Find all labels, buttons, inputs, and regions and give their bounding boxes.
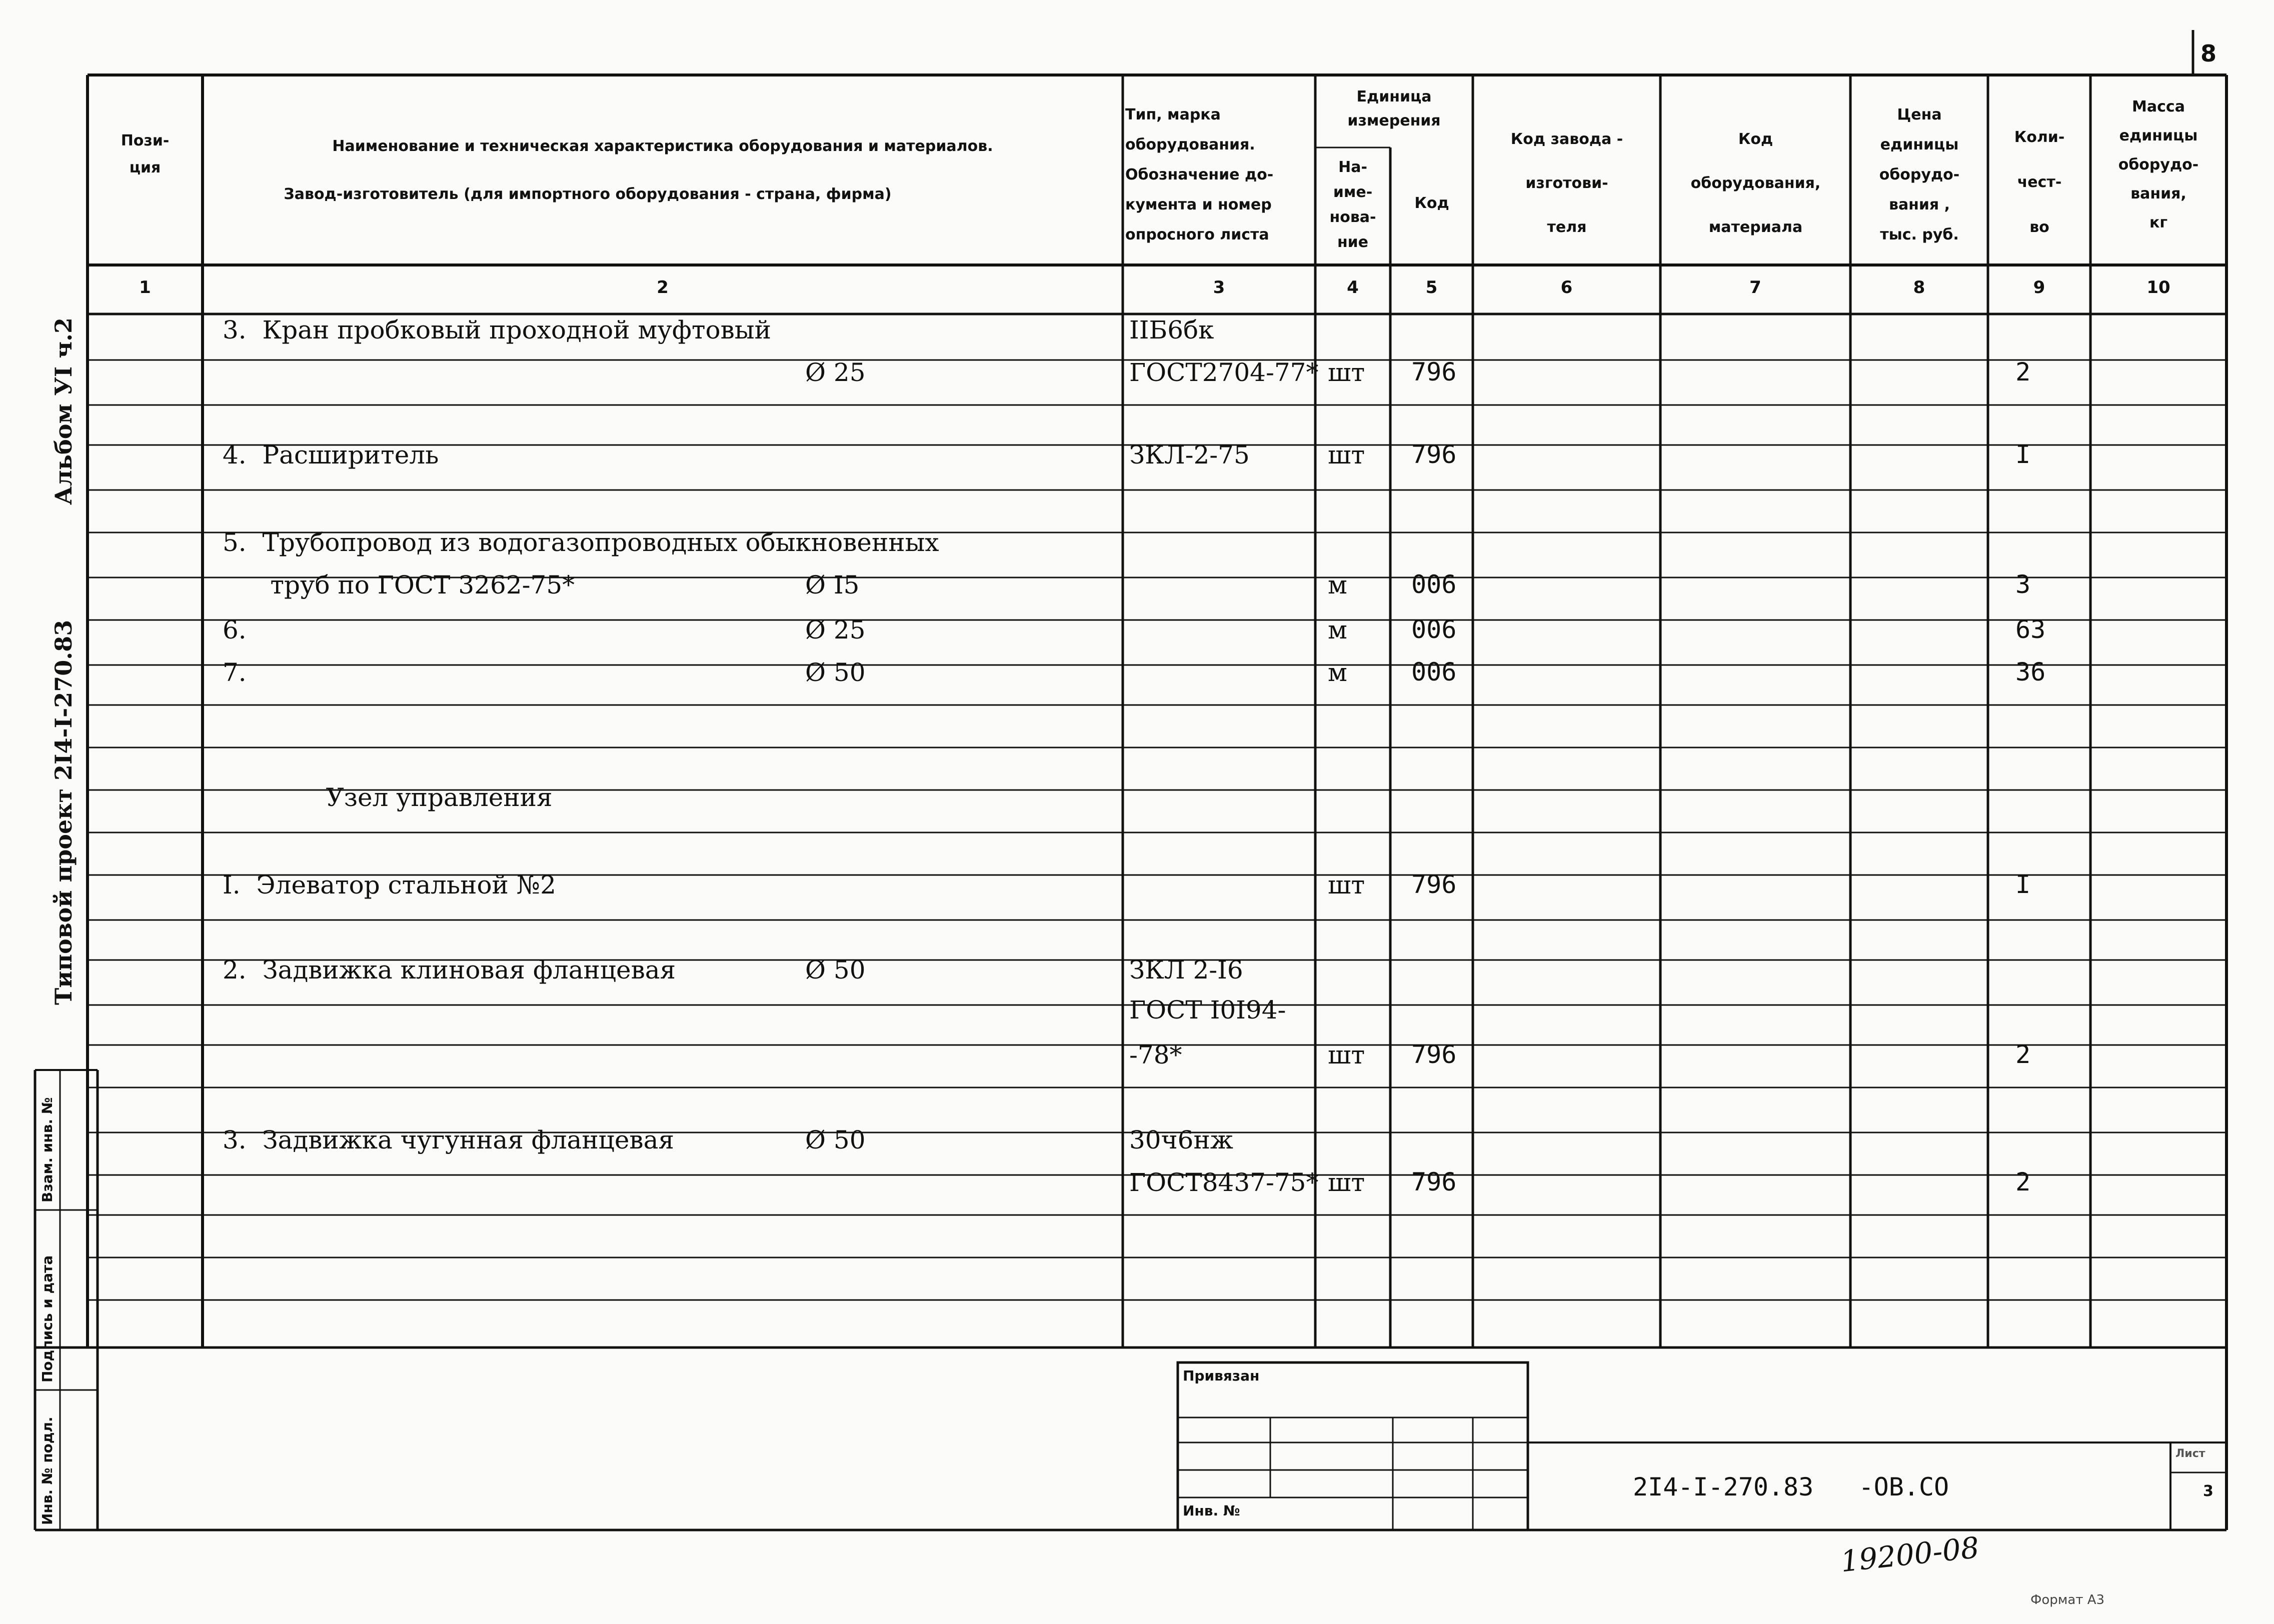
row-name: 3. Задвижка чугунная фланцевая bbox=[223, 1126, 674, 1154]
header-col-8: Цена единицы оборудо- вания , тыс. руб. bbox=[1879, 106, 1960, 244]
row-type: ГОСТ I0I94- bbox=[1129, 996, 1286, 1024]
col-num-1: 1 bbox=[139, 278, 151, 298]
row-qty: 3 bbox=[2015, 570, 2031, 599]
row-qty: 2 bbox=[2015, 358, 2031, 386]
row-unit: м bbox=[1328, 570, 1347, 600]
row-unit: шт bbox=[1328, 440, 1365, 470]
row-size: Ø 50 bbox=[805, 956, 866, 984]
row-size: Ø 25 bbox=[805, 616, 866, 644]
row-unit: м bbox=[1328, 616, 1347, 644]
row-name: 5. Трубопровод из водогазопроводных обыкновенных bbox=[223, 528, 939, 557]
row-type: 30ч6нж bbox=[1129, 1126, 1233, 1154]
col-num-7: 7 bbox=[1749, 278, 1761, 298]
row-unit: шт bbox=[1328, 358, 1365, 387]
row-name: 6. bbox=[223, 616, 247, 644]
row-type: ЗКЛ 2-I6 bbox=[1129, 956, 1243, 984]
row-name: 3. Кран пробковый проходной муфтовый bbox=[223, 316, 771, 344]
row-name: 4. Расширитель bbox=[223, 440, 439, 470]
row-code: 796 bbox=[1411, 1168, 1457, 1196]
document-code: 2I4-I-270.83 -ОВ.СО bbox=[1633, 1472, 1949, 1502]
row-unit: м bbox=[1328, 658, 1347, 687]
col-num-9: 9 bbox=[2033, 278, 2045, 298]
header-col-5: Код bbox=[1414, 194, 1449, 212]
header-col-4: На- име- нова- ние bbox=[1329, 158, 1376, 251]
row-type: ЗКЛ-2-75 bbox=[1129, 440, 1250, 470]
header-col-2: Наименование и техническая характеристика оборудования и материалов. Завод-изготовитель (для импортного оборудования - страна, фирма) bbox=[284, 138, 993, 203]
row-qty: 2 bbox=[2015, 1040, 2031, 1069]
row-code: 796 bbox=[1411, 440, 1457, 469]
col-num-4: 4 bbox=[1347, 278, 1359, 298]
header-col-1: Пози- ция bbox=[121, 132, 170, 176]
sheet-value: 3 bbox=[2203, 1482, 2213, 1500]
linked-label: Привязан bbox=[1183, 1368, 1260, 1384]
handwritten-number: 19200-08 bbox=[1839, 1530, 1981, 1579]
row-name: I. Элеватор стальной №2 bbox=[223, 870, 556, 900]
sheet-number: 8 bbox=[2200, 40, 2217, 67]
row-name: Узел управления bbox=[223, 783, 553, 812]
stamp-label-signature: Подпись и дата bbox=[39, 1255, 56, 1382]
col-num-2: 2 bbox=[657, 278, 669, 298]
col-num-8: 8 bbox=[1913, 278, 1925, 298]
row-name: 2. Задвижка клиновая фланцевая bbox=[223, 956, 676, 984]
row-code: 006 bbox=[1411, 615, 1457, 644]
inv-label: Инв. № bbox=[1183, 1502, 1240, 1519]
row-type: ГОСТ2704-77* bbox=[1129, 358, 1319, 387]
row-type: -78* bbox=[1129, 1040, 1182, 1070]
header-unit-group: Единица измерения bbox=[1347, 88, 1441, 130]
row-code: 006 bbox=[1411, 570, 1457, 599]
row-qty: I bbox=[2015, 440, 2031, 469]
header-col-10: Масса единицы оборудо- вания, кг bbox=[2118, 98, 2199, 232]
row-name: 7. bbox=[223, 658, 247, 687]
col-num-3: 3 bbox=[1213, 278, 1225, 298]
row-size: Ø 25 bbox=[805, 358, 866, 387]
row-qty: 2 bbox=[2015, 1168, 2031, 1196]
row-unit: шт bbox=[1328, 1168, 1365, 1197]
header-col-6: Код завода - изготови- теля bbox=[1510, 130, 1623, 236]
row-type: IIБ6бк bbox=[1129, 316, 1214, 344]
col-num-6: 6 bbox=[1560, 278, 1573, 298]
stamp-label-replace-inv: Взам. инв. № bbox=[39, 1097, 56, 1202]
sheet-label: Лист bbox=[2175, 1448, 2205, 1460]
row-size: Ø 50 bbox=[805, 658, 866, 687]
row-code: 796 bbox=[1411, 1040, 1457, 1069]
row-qty: I bbox=[2015, 870, 2031, 899]
row-code: 796 bbox=[1411, 358, 1457, 386]
header-col-7: Код оборудования, материала bbox=[1690, 130, 1821, 236]
format-label: Формат А3 bbox=[2030, 1592, 2105, 1608]
row-code: 796 bbox=[1411, 870, 1457, 899]
row-unit: шт bbox=[1328, 870, 1365, 900]
side-label-project: Типовой проект 2I4-I-270.83 bbox=[50, 620, 77, 1005]
col-num-5: 5 bbox=[1425, 278, 1438, 298]
row-qty: 36 bbox=[2015, 658, 2046, 686]
stamp-label-inv-orig: Инв. № подл. bbox=[39, 1416, 56, 1525]
row-name: труб по ГОСТ 3262-75* bbox=[223, 570, 575, 600]
col-num-10: 10 bbox=[2146, 278, 2170, 298]
row-size: Ø 50 bbox=[805, 1126, 866, 1154]
row-type: ГОСТ8437-75* bbox=[1129, 1168, 1319, 1197]
header-col-3: Тип, марка оборудования. Обозначение до- кумента и номер опросного листа bbox=[1125, 106, 1274, 244]
row-unit: шт bbox=[1328, 1040, 1365, 1070]
side-label-album: Альбом УI ч.2 bbox=[50, 317, 77, 505]
row-qty: 63 bbox=[2015, 615, 2046, 644]
row-size: Ø I5 bbox=[805, 570, 860, 600]
header-col-9: Коли- чест- во bbox=[2014, 128, 2065, 236]
row-code: 006 bbox=[1411, 658, 1457, 686]
